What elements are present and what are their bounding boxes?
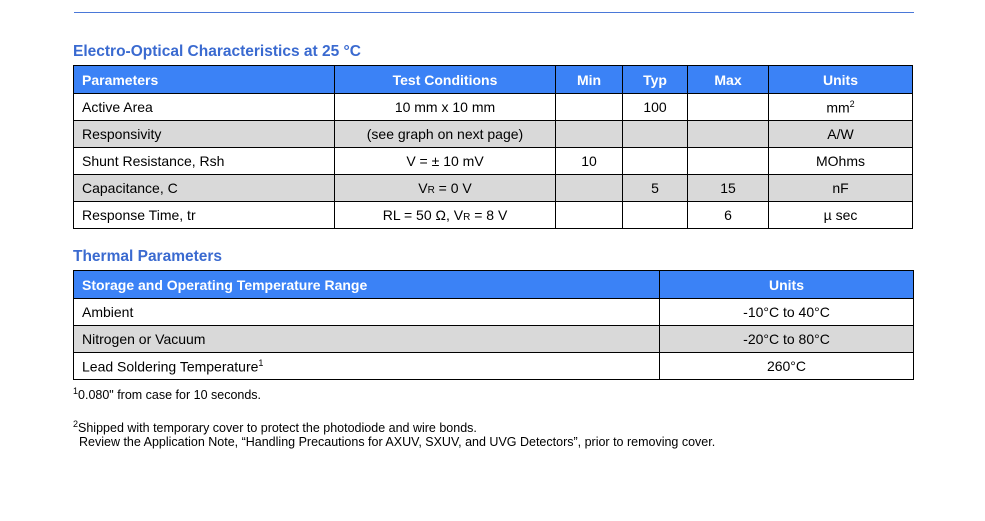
table-row [74,94,913,121]
condition-cell: 10 mm x 10 mm [335,94,556,121]
header-typ: Typ [623,66,688,94]
param-cell: Ambient [74,299,660,326]
value-cell: -10°C to 40°C [660,299,914,326]
table-row [74,121,913,148]
max-cell [688,121,769,148]
units-cell: A/W [769,121,913,148]
table-row [74,148,913,175]
min-cell [556,202,623,229]
min-cell [556,121,623,148]
top-rule [74,12,914,13]
condition-cell: (see graph on next page) [335,121,556,148]
table-row [74,326,914,353]
param-text: Lead Soldering Temperature [82,358,259,375]
typ-cell: 5 [623,175,688,202]
eo-section-title: Electro-Optical Characteristics at 25 °C [73,43,361,60]
units-cell: MOhms [769,148,913,175]
thermal-section-title: Thermal Parameters [73,248,223,265]
table-header-row [74,271,914,299]
footnote-marker: 1 [258,357,264,368]
thermal-table [73,270,914,380]
electro-optical-table [73,65,913,229]
min-cell [556,94,623,121]
units-superscript: 2 [849,98,855,109]
param-cell: Active Area [74,94,335,121]
table-row [74,299,914,326]
header-parameters: Parameters [74,66,335,94]
table-header-row [74,66,913,94]
max-cell [688,148,769,175]
header-max: Max [688,66,769,94]
units-text: mm [826,99,850,116]
value-cell: -20°C to 80°C [660,326,914,353]
condition-text: RL = 50 Ω, V [382,207,464,223]
typ-cell [623,148,688,175]
condition-text: V [418,180,428,196]
units-cell: nF [769,175,913,202]
table-row [74,175,913,202]
min-cell [556,175,623,202]
param-cell: Responsivity [74,121,335,148]
footnote-2-line2: Review the Application Note, “Handling Precautions for AXUV, SXUV, and UVG Detectors”, prior to removing cover. [79,435,716,449]
footnote-1-marker: 1 [73,386,79,396]
condition-cell [335,175,556,202]
param-cell: Shunt Resistance, Rsh [74,148,335,175]
footnote-2-marker: 2 [73,419,79,429]
header-min: Min [556,66,623,94]
condition-cell: V = ± 10 mV [335,148,556,175]
header-temperature-range: Storage and Operating Temperature Range [74,271,660,299]
max-cell [688,94,769,121]
param-cell: Response Time, tr [74,202,335,229]
max-cell: 15 [688,175,769,202]
min-cell: 10 [556,148,623,175]
condition-subscript: R [427,185,435,196]
condition-cell [335,202,556,229]
header-units: Units [660,271,914,299]
header-units: Units [769,66,913,94]
units-cell: µ sec [769,202,913,229]
header-test-conditions: Test Conditions [335,66,556,94]
param-cell: Nitrogen or Vacuum [74,326,660,353]
footnote-2 [73,419,477,435]
value-cell: 260°C [660,353,914,380]
condition-subscript: R [463,212,471,223]
footnote-2-text: Shipped with temporary cover to protect the photodiode and wire bonds. [78,421,477,436]
table-row [74,353,914,380]
typ-cell: 100 [623,94,688,121]
footnote-1 [73,386,261,402]
table-row [74,202,913,229]
condition-text-rest: = 8 V [470,207,508,223]
footnote-1-text: 0.080" from case for 10 seconds. [78,388,262,403]
param-cell: Capacitance, C [74,175,335,202]
typ-cell [623,202,688,229]
max-cell: 6 [688,202,769,229]
param-cell [74,353,660,380]
typ-cell [623,121,688,148]
condition-text-rest: = 0 V [434,180,472,196]
units-cell [769,94,913,121]
